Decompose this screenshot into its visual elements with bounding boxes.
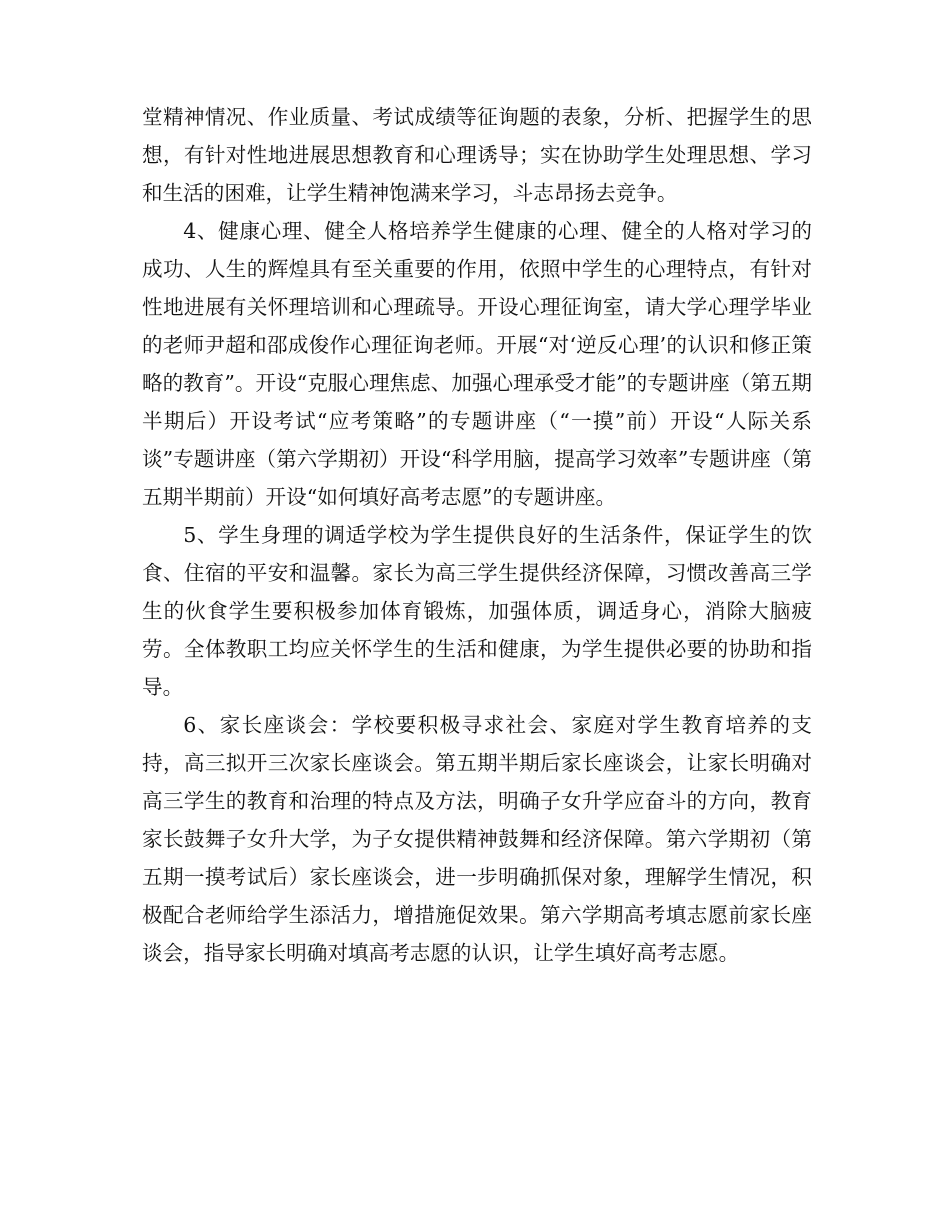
- paragraph-item-4-mental-health: 4、健康心理、健全人格培养学生健康的心理、健全的人格对学习的成功、人生的辉煌具有至关重要的作用，依照中学生的心理特点，有针对性地进展有关怀理培训和心理疏导。开设心理征询室，请大学心理学毕业的老师尹超和邵成俊作心理征询老师。开展“对‘逆反心理’的认识和修正策略的教育”。开设“克服心理焦虑、加强心理承受才能”的专题讲座（第五期半期后）开设考试“应考策略”的专题讲座（“一摸”前）开设“人际关系谈”专题讲座（第六学期初）开设“科学用脑，提高学习效率”专题讲座（第五期半期前）开设“如何填好高考志愿”的专题讲座。: [142, 219, 812, 509]
- paragraph-item-6-parent-meetings: 6、家长座谈会：学校要积极寻求社会、家庭对学生教育培养的支持，高三拟开三次家长座谈会。第五期半期后家长座谈会，让家长明确对高三学生的教育和治理的特点及方法，明确子女升学应奋斗的方向，教育家长鼓舞子女升大学，为子女提供精神鼓舞和经济保障。第六学期初（第五期一摸考试后）家长座谈会，进一步明确抓保对象，理解学生情况，积极配合老师给学生添活力，增措施促效果。第六学期高考填志愿前家长座谈会，指导家长明确对填高考志愿的认识，让学生填好高考志愿。: [142, 713, 812, 965]
- paragraph-continued: 堂精神情况、作业质量、考试成绩等征询题的表象，分析、把握学生的思想，有针对性地进展思想教育和心理诱导；实在协助学生处理思想、学习和生活的困难，让学生精神饱满来学习，斗志昂扬去竞争。: [142, 105, 812, 205]
- paragraph-item-5-physical-wellbeing: 5、学生身理的调适学校为学生提供良好的生活条件，保证学生的饮食、住宿的平安和温馨。家长为高三学生提供经济保障，习惯改善高三学生的伙食学生要积极参加体育锻炼，加强体质，调适身心，消除大脑疲劳。全体教职工均应关怀学生的生活和健康，为学生提供必要的协助和指导。: [142, 523, 812, 699]
- document-body: [142, 98, 812, 972]
